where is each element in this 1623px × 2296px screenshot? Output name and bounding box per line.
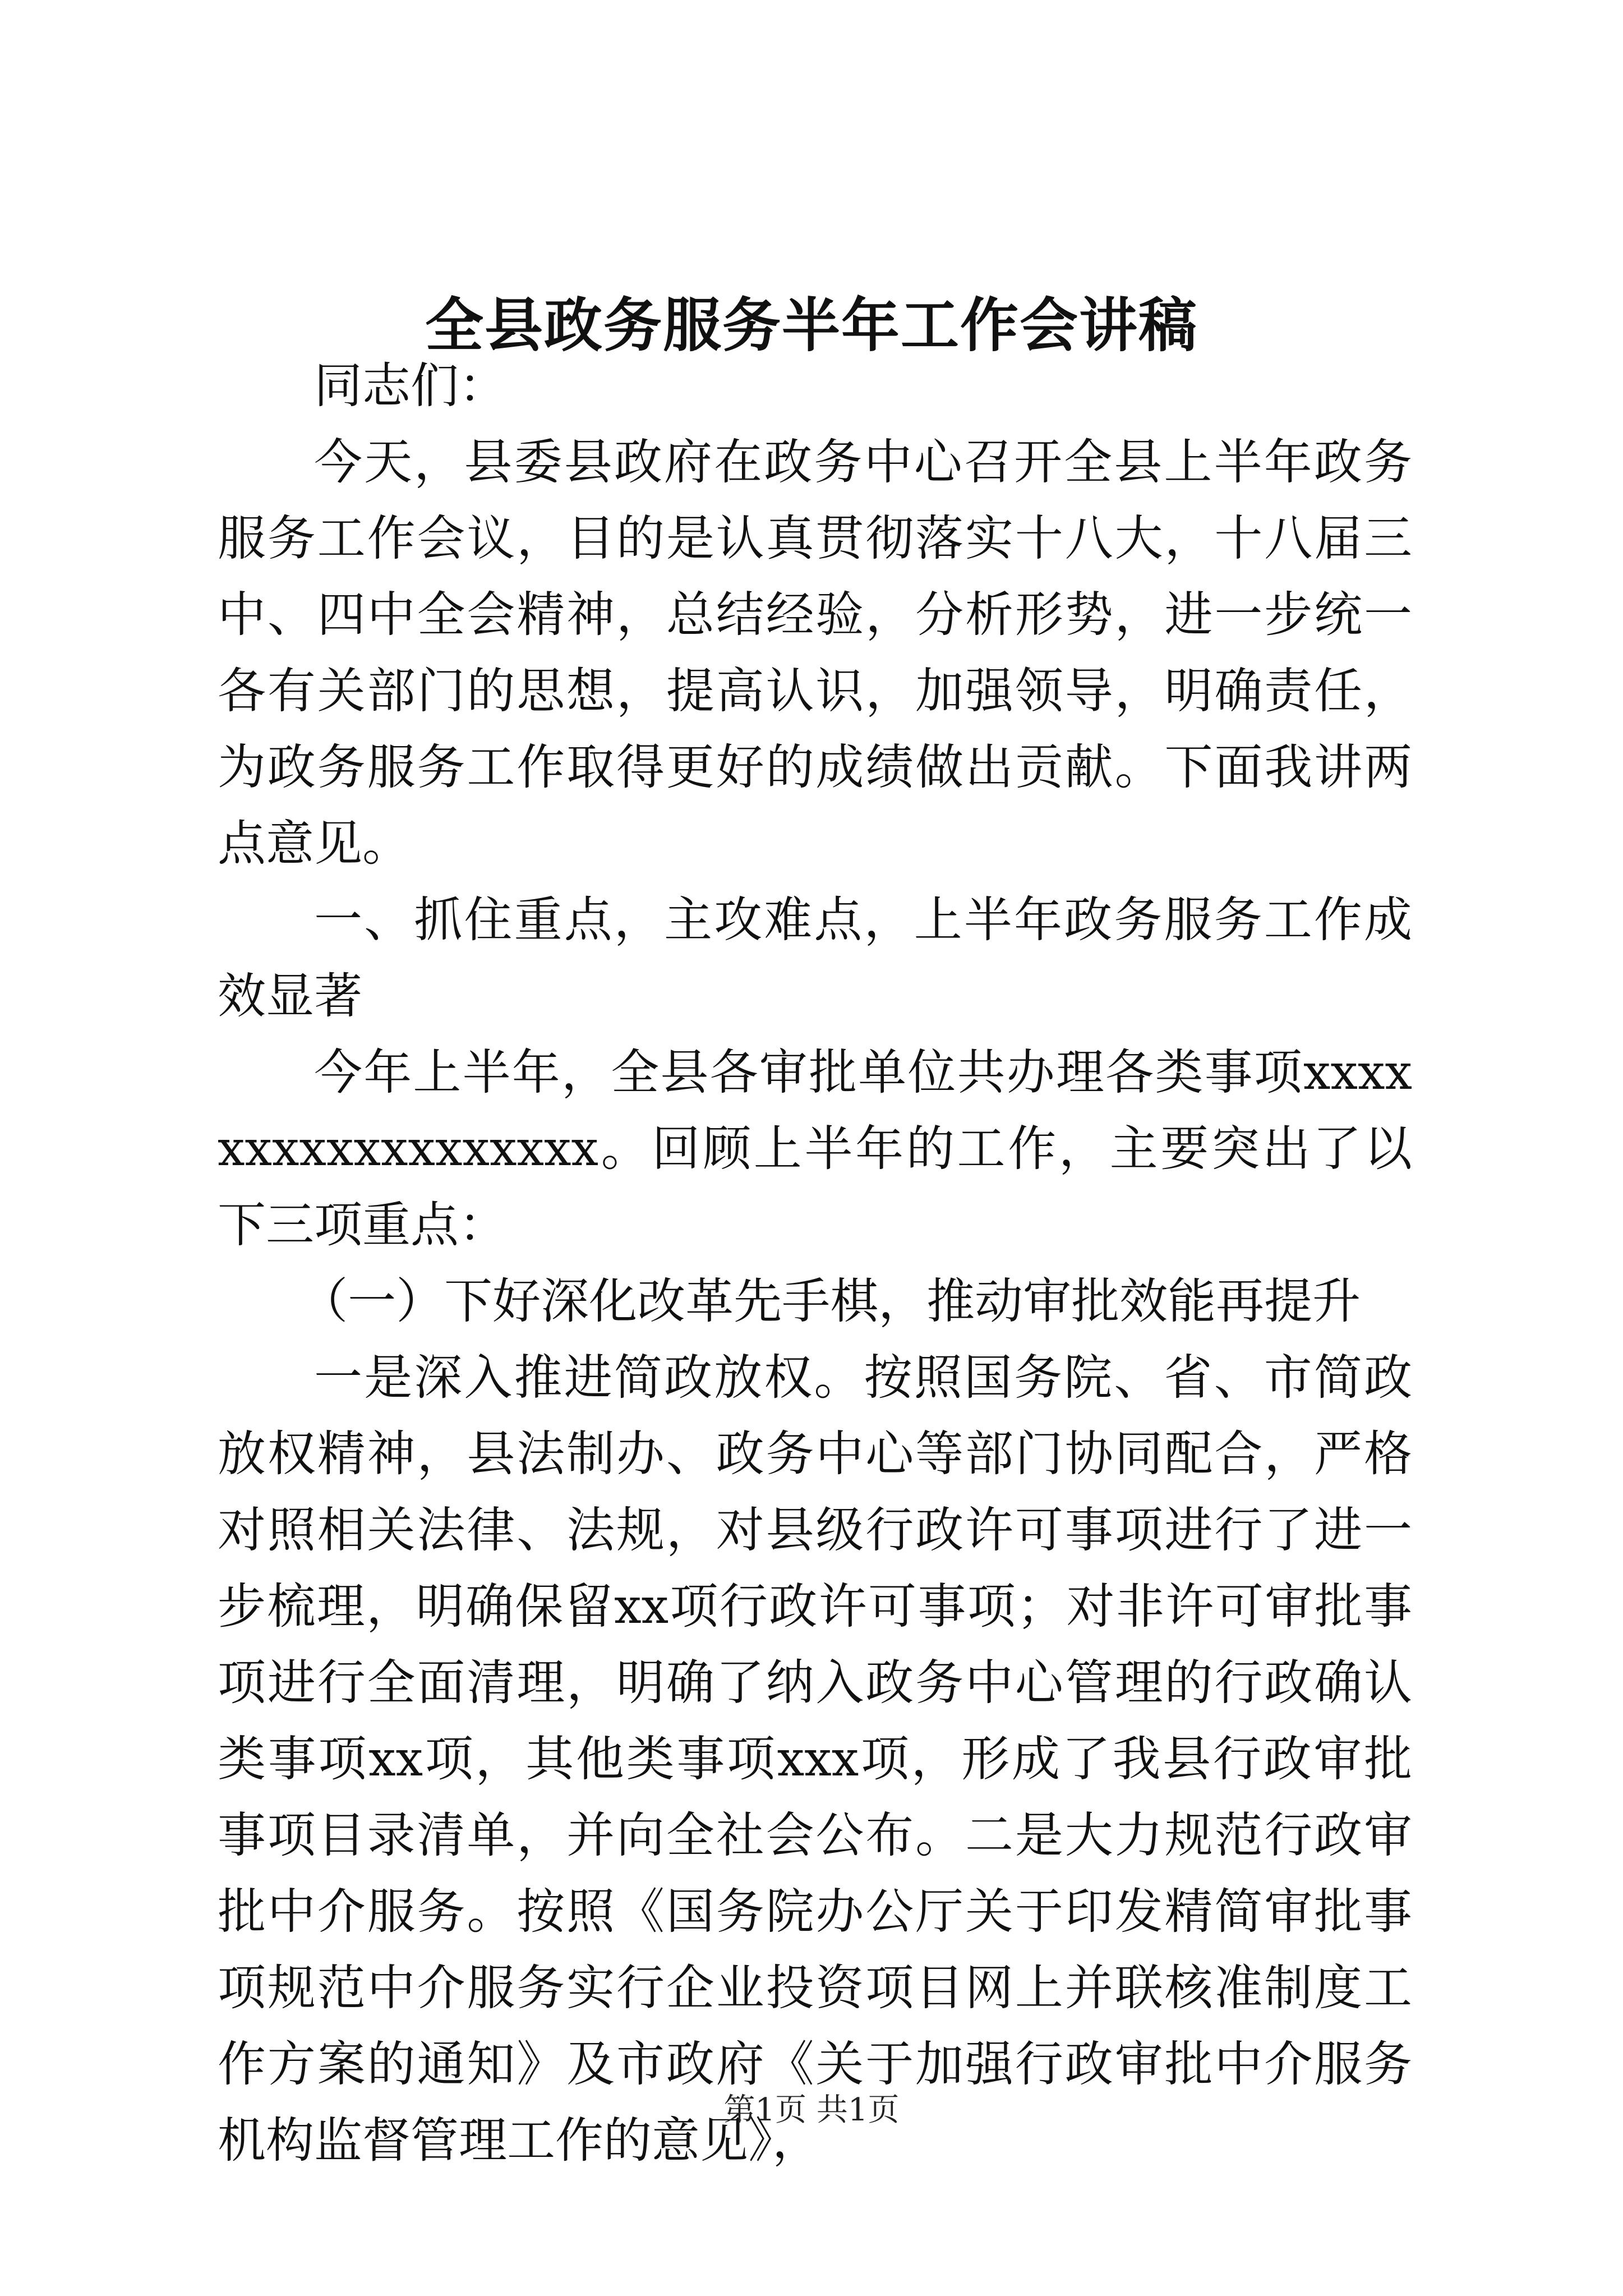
salutation: 同志们： (314, 358, 507, 414)
document-body (218, 348, 1412, 2179)
document-title: 全县政务服务半年工作会讲稿 (425, 291, 1198, 360)
sub-heading-one: （一）下好深化改革先手棋，推动审批效能再提升 (299, 1273, 1361, 1329)
page-footer: 第1页 共1页 (723, 2092, 900, 2128)
paragraph-opening: 今天，县委县政府在政务中心召开全县上半年政务服务工作会议，目的是认真贯彻落实十八大，十八届三中、四中全会精神，总结经验，分析形势，进一步统一各有关部门的思想，提高认识，加强领导，明确责任，为政务服务工作取得更好的成绩做出贡献。下面我讲两点意见。 (218, 434, 1412, 872)
paragraph-reform-details: 一是深入推进简政放权。按照国务院、省、市简政放权精神，县法制办、政务中心等部门协同配合，严格对照相关法律、法规，对县级行政许可事项进行了进一步梳理，明确保留xx项行政许可事项；对非许可审批事项进行全面清理，明确了纳入政务中心管理的行政确认类事项xx项，其他类事项xxx项，形成了我县行政审批事项目录清单，并向全社会公布。二是大力规范行政审批中介服务。按照《国务院办公厅关于印发精简审批事项规范中介服务实行企业投资项目网上并联核准制度工作方案的通知》及市政府《关于加强行政审批中介服务机构监督管理工作的意见》， (218, 1350, 1412, 2169)
section-heading-one: 一、抓住重点，主攻难点，上半年政务服务工作成效显著 (218, 892, 1412, 1024)
paragraph-summary: 今年上半年，全县各审批单位共办理各类事项xxxxxxxxxxxxxxxxxx。回顾上半年的工作，主要突出了以下三项重点： (218, 1045, 1412, 1253)
